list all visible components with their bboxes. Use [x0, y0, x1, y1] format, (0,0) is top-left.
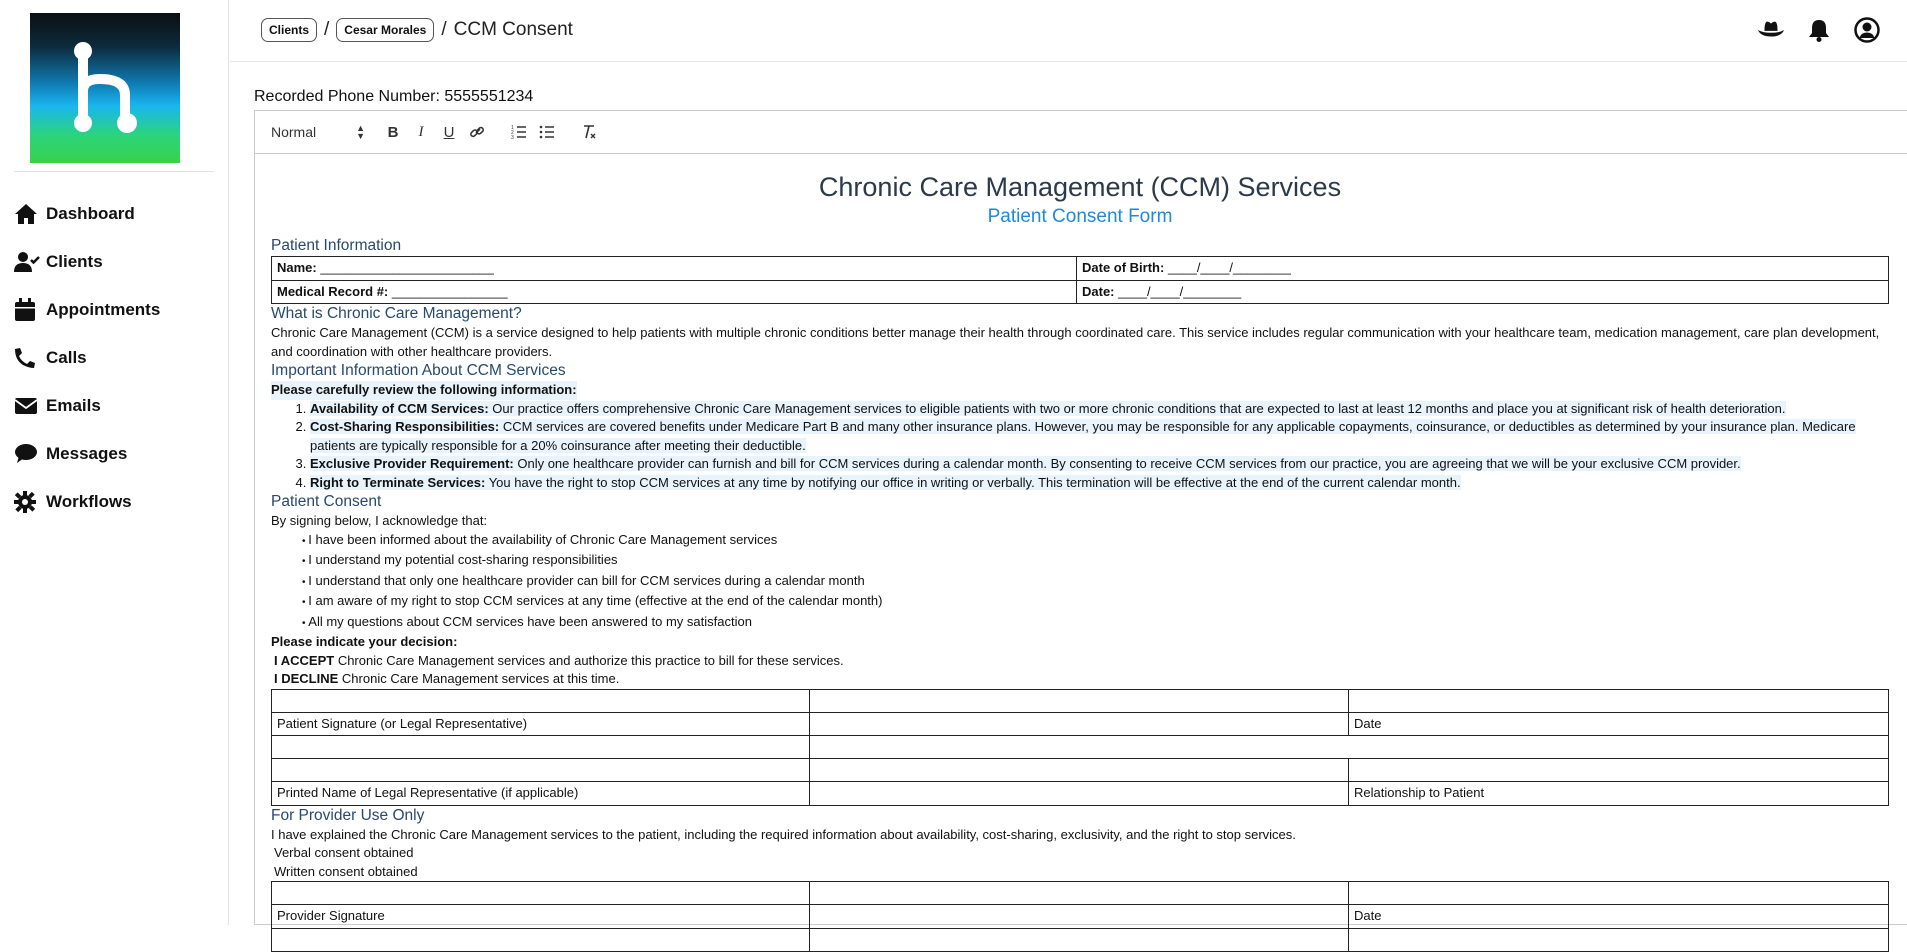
sidebar-item-label: Calls [46, 348, 87, 367]
ordered-list-button[interactable] [505, 120, 533, 144]
sidebar-item-label: Emails [46, 396, 101, 415]
name-blank: ________________________ [320, 260, 494, 275]
signature-blank-cell[interactable] [810, 905, 1349, 929]
sidebar-item-calls[interactable] [14, 334, 224, 382]
list-item [310, 418, 1889, 455]
patient-info-heading: Patient Information [271, 237, 402, 254]
provider-statement: I have explained the Chronic Care Management services to the patient, including the required information about availability, cost-sharing, exclusivity, and the right to stop services. [271, 826, 1296, 842]
decline-option[interactable] [271, 670, 1889, 689]
signature-blank-cell[interactable] [810, 759, 1349, 782]
sidebar-divider [14, 171, 214, 172]
decline-text: Chronic Care Management services at this time. [338, 671, 620, 686]
home-icon [14, 201, 46, 227]
breadcrumb-separator: / [441, 19, 447, 40]
patient-signature-label: Patient Signature (or Legal Representative) [272, 712, 810, 736]
mrn-blank: ________________ [391, 283, 508, 299]
signature-blank-cell[interactable] [810, 712, 1349, 736]
link-button[interactable] [463, 120, 491, 144]
decline-bold: I DECLINE [274, 671, 339, 686]
mrn-cell[interactable] [272, 280, 1077, 304]
signature-blank-cell[interactable] [272, 759, 810, 782]
provider-signature-table [271, 881, 1889, 952]
sidebar-item-label: Appointments [46, 300, 161, 319]
mrn-label: Medical Record #: [277, 283, 389, 299]
sidebar-item-label: Messages [46, 444, 128, 463]
info-item-title: Right to Terminate Services: [310, 474, 486, 490]
acknowledge-intro: By signing below, I acknowledge that: [271, 513, 488, 528]
rich-text-editor [254, 110, 1907, 925]
editor-toolbar [255, 111, 1907, 154]
name-cell[interactable] [272, 257, 1077, 281]
page-title: CCM Consent [453, 19, 573, 40]
important-info-heading: Important Information About CCM Services [271, 362, 566, 379]
signature-blank-cell[interactable] [1349, 759, 1889, 782]
app-logo[interactable] [30, 13, 180, 163]
name-label: Name: [277, 260, 317, 275]
calendar-icon [14, 297, 46, 323]
editor-document[interactable] [255, 170, 1889, 952]
verbal-consent-option[interactable]: Verbal consent obtained [274, 845, 414, 860]
patient-info-table [271, 256, 1889, 304]
italic-button[interactable]: I [418, 123, 424, 140]
patient-signature-table [271, 689, 1889, 806]
accept-bold: I ACCEPT [274, 652, 335, 668]
acknowledgement-list [302, 531, 1889, 634]
top-bar [230, 0, 1907, 62]
signature-blank-cell[interactable] [810, 928, 1349, 951]
provider-use-heading: For Provider Use Only [271, 806, 425, 824]
signature-blank-cell[interactable] [810, 689, 1349, 712]
date-label: Date: [1082, 283, 1115, 299]
top-icons [1757, 16, 1881, 44]
document-title: Chronic Care Management (CCM) Services [818, 172, 1342, 202]
link-icon [469, 124, 485, 140]
signature-blank-cell[interactable] [272, 882, 810, 905]
sidebar-nav [14, 190, 224, 526]
patient-consent-heading: Patient Consent [271, 493, 382, 510]
select-arrows-icon: ▲ ▼ [356, 123, 365, 141]
underline-button[interactable]: U [443, 123, 455, 141]
list-item: • All my questions about CCM services have been answered to my satisfaction [302, 613, 1889, 634]
account-circle-icon[interactable] [1853, 16, 1881, 44]
what-is-ccm-heading: What is Chronic Care Management? [271, 305, 522, 322]
list-item: • I understand my potential cost-sharing responsibilities [302, 551, 1889, 572]
dob-label: Date of Birth: [1082, 260, 1165, 275]
list-item: • I understand that only one healthcare provider can bill for CCM services during a calendar month [302, 572, 1889, 593]
signature-blank-cell[interactable] [810, 736, 1889, 759]
breadcrumb-clients-button[interactable]: Clients [261, 18, 317, 42]
review-instruction: Please carefully review the following information: [271, 381, 577, 400]
info-item-title: Cost-Sharing Responsibilities: [310, 419, 500, 434]
provider-date-label: Date [1349, 905, 1889, 929]
logo-h-icon [30, 13, 180, 163]
list-item: • I have been informed about the availability of Chronic Care Management services [302, 531, 1889, 552]
info-item-text: You have the right to stop CCM services at any time by notifying our office in writing or verbally. This termination will be effective at the end of the current calendar month. [485, 474, 1461, 490]
signature-blank-cell[interactable] [810, 882, 1349, 905]
sidebar [0, 0, 229, 925]
text-format-value: Normal [271, 124, 317, 140]
accept-option[interactable] [271, 652, 1889, 671]
sidebar-item-workflows[interactable] [14, 478, 224, 526]
envelope-icon [14, 393, 46, 419]
list-item [310, 400, 1889, 419]
decision-label: Please indicate your decision: [271, 634, 458, 649]
gear-icon [14, 489, 46, 515]
signature-blank-cell[interactable] [1349, 882, 1889, 905]
info-item-title: Availability of CCM Services: [310, 400, 489, 416]
main-content [230, 0, 1907, 925]
bullet-list-icon [539, 125, 555, 139]
sidebar-item-label: Workflows [46, 492, 132, 511]
list-item: • I am aware of my right to stop CCM services at any time (effective at the end of the calendar month) [302, 592, 1889, 613]
list-item [310, 474, 1889, 493]
info-item-text: Our practice offers comprehensive Chronic Care Management services to eligible patients with two or more chronic conditions that are expected to last at least 12 months and place you at significant risk of health deterioration. [488, 400, 1786, 416]
sidebar-item-clients[interactable] [14, 238, 224, 286]
signature-blank-cell[interactable] [272, 928, 810, 951]
date-blank: ____/____/________ [1118, 283, 1242, 299]
what-is-ccm-text: Chronic Care Management (CCM) is a service designed to help patients with multiple chronic conditions better manage their health through coordinated care. This service includes regular communication with your healthcare team, medication management, care plan development, and coordination with other healthcare providers. [271, 325, 1880, 359]
ordered-list-icon [511, 125, 527, 139]
info-item-text: CCM services are covered benefits under Medicare Part B and many other insurance plans. However, you may be responsible for any applicable copayments, coinsurance, or deductibles as determined by your insurance plan. Medicare patients are typically responsible for a 20% coinsurance after meeting their deductible. [310, 419, 1856, 453]
bell-icon[interactable] [1805, 16, 1833, 44]
date-column-label: Date [1349, 712, 1889, 736]
breadcrumb-client-button[interactable]: Cesar Morales [336, 18, 434, 42]
list-item [310, 455, 1889, 474]
breadcrumb-separator: / [324, 19, 330, 40]
recorded-phone-number: Recorded Phone Number: 5555551234 [254, 88, 534, 105]
document-subtitle: Patient Consent Form [987, 206, 1173, 227]
svg-text:3: 3 [511, 135, 514, 139]
cowboy-hat-icon[interactable] [1757, 16, 1785, 44]
provider-signature-label: Provider Signature [272, 905, 810, 929]
info-item-title: Exclusive Provider Requirement: [310, 456, 514, 471]
signature-blank-cell[interactable] [1349, 689, 1889, 712]
relationship-label: Relationship to Patient [1349, 782, 1889, 806]
svg-text:1: 1 [511, 125, 514, 131]
bullet-list-button[interactable] [533, 120, 561, 144]
user-check-icon [14, 249, 46, 275]
clear-format-button[interactable] [575, 120, 603, 144]
sidebar-item-label: Clients [46, 252, 103, 271]
accept-text: Chronic Care Management services and authorize this practice to bill for these services. [334, 652, 844, 668]
phone-icon [14, 345, 46, 371]
dob-cell[interactable] [1077, 257, 1889, 281]
dob-blank: ____/____/________ [1167, 260, 1291, 275]
sidebar-item-messages[interactable] [14, 430, 224, 478]
clear-format-icon [581, 124, 597, 140]
sidebar-item-emails[interactable] [14, 382, 224, 430]
written-consent-option[interactable]: Written consent obtained [274, 863, 418, 879]
breadcrumb [261, 18, 573, 42]
signature-blank-cell[interactable] [1349, 928, 1889, 951]
signature-blank-cell[interactable] [272, 736, 810, 759]
date-cell[interactable] [1077, 280, 1889, 304]
chat-bubble-icon [14, 441, 46, 467]
svg-text:2: 2 [511, 130, 514, 136]
sidebar-item-label: Dashboard [46, 204, 135, 223]
printed-name-label: Printed Name of Legal Representative (if applicable) [272, 782, 810, 806]
info-item-text: Only one healthcare provider can furnish and bill for CCM services during a calendar month. By consenting to receive CCM services from our practice, you are agreeing that we will be your exclusive CCM provider. [513, 456, 1741, 471]
signature-blank-cell[interactable] [272, 689, 810, 712]
info-list [310, 400, 1889, 493]
bold-button[interactable]: B [387, 123, 399, 141]
sidebar-item-appointments[interactable] [14, 286, 224, 334]
sidebar-item-dashboard[interactable] [14, 190, 224, 238]
signature-blank-cell[interactable] [810, 782, 1349, 806]
text-format-select[interactable] [271, 124, 365, 140]
